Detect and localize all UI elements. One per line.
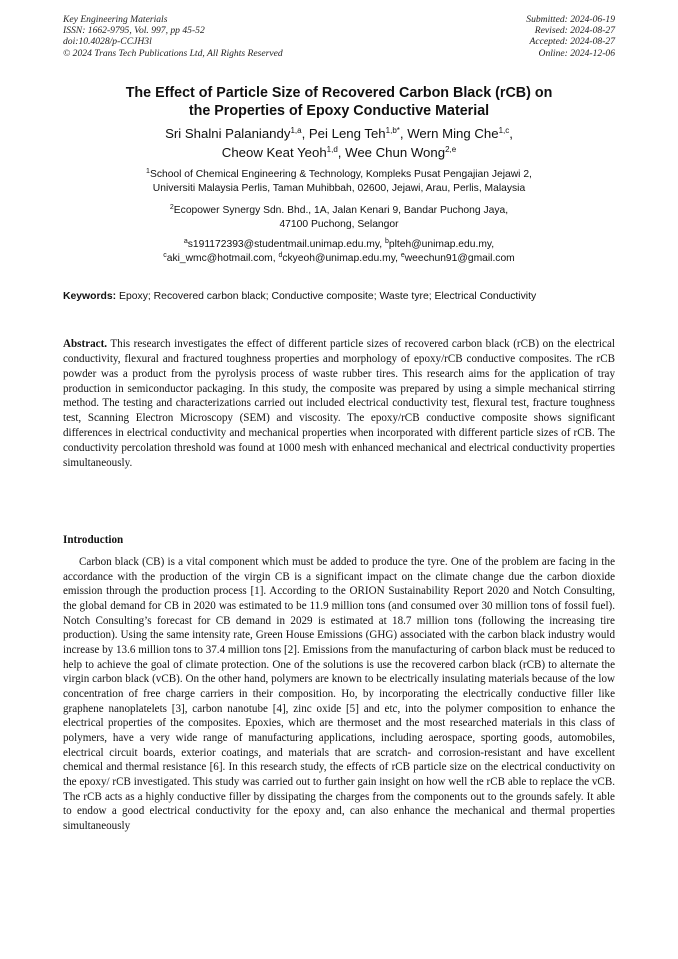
date-accepted: Accepted: 2024-08-27 — [529, 36, 615, 48]
email-sup: b — [384, 238, 389, 245]
journal-header-right — [526, 14, 615, 59]
author-sup: 1,b* — [385, 126, 400, 135]
keywords-label: Keywords: — [63, 291, 117, 302]
affiliation-sup: 2 — [169, 204, 174, 211]
affiliation-1-line-1 — [63, 168, 615, 182]
affiliation-2-line-1 — [63, 204, 615, 218]
author-list — [63, 124, 615, 162]
email-sup: e — [400, 252, 405, 260]
author-separator: , — [301, 126, 309, 141]
abstract — [63, 337, 615, 471]
author-separator: , — [509, 126, 513, 141]
email-link-b[interactable]: plteh@unimap.edu.my, — [388, 239, 495, 250]
author-line-2 — [63, 143, 615, 162]
email-line-2 — [63, 252, 615, 266]
author-name: Sri Shalni Palaniandy — [165, 126, 291, 141]
email-sup: a — [183, 238, 188, 245]
email-link-a[interactable]: s191172393@studentmail.unimap.edu.my, — [187, 239, 385, 250]
title-line-1: The Effect of Particle Size of Recovered Carbon Black (rCB) on — [125, 85, 553, 101]
author-name: Wee Chun Wong — [345, 145, 446, 160]
affiliation-1 — [63, 168, 615, 196]
date-revised: Revised: 2024-08-27 — [534, 25, 615, 37]
journal-header-left — [63, 14, 283, 59]
email-link-d[interactable]: ckyeoh@unimap.edu.my, — [282, 253, 401, 265]
author-separator: , — [399, 126, 408, 141]
journal-copyright: © 2024 Trans Tech Publications Ltd, All Rights Reserved — [63, 47, 283, 59]
journal-doi: doi:10.4028/p-CCJH3l — [63, 36, 152, 48]
email-link-c[interactable]: aki_wmc@hotmail.com, — [166, 253, 279, 265]
affiliation-1-line-2: Universiti Malaysia Perlis, Taman Muhibbah, 02600, Jejawi, Arau, Perlis, Malaysia — [152, 183, 526, 195]
abstract-text: This research investigates the effect of different particle sizes of recovered carbon black (rCB) on the electrical conductivity, flexural and fractured toughness properties and morphology of epoxy/rCB conductive composites. The rCB powder was a product from the pyrolysis process of waste rubber tires. This research aims for the application of tray production in semiconductor packaging. In this study, the composite was prepared by using a simple mechanical stirring method. The testing and characterizations carried out included electrical conductivity test, flexural test, fracture toughness test, Scanning Electron Microscopy (SEM) and viscosity. The epoxy/rCB conductive composite shows significant differences in electrical conductivity and mechanical properties when incorporated with different particle sizes of rCB. The conductivity percolation threshold was found at 1000 mesh with enhanced mechanical and electrical conductivity properties simultaneously. — [63, 338, 615, 469]
introduction-paragraph: Carbon black (CB) is a vital component which must be added to produce the tyre. One of the problem are facing in the accordance with the production of the virgin CB is a significant impact on the climate change due the carbon dioxide emission through the production process [1]. According to the ORION Sustainability Report 2020 and Notch Consulting, the global demand for CB in 2020 was estimated to be 11.9 million tons (and consumed over 30 million tons of fossil fuel). Notch Consulting’s forecast for CB demand in 2029 is estimated at 18.7 million tons (following the increasing tire production). Using the same intensity rate, Green House Emissions (GHG) associated with the carbon black industry would increase by 13.6 million tons to 37.4 million tons [2]. Emissions from the manufacturing of carbon black must be reduced to help to achieve the goal of climate protection. One of the solutions is use the recovered carbon black (rCB) to alternate the virgin carbon black (vCB). On the other hand, polymers are known to be electrically insulating materials because of the low concentration of free charge carriers in their composition. Ho, by incorporating the electrically conductive filler like graphene nanoplatelets [3], carbon nanotube [4], zinc oxide [5] and etc, into the polymer composition to enhance the electrical properties of the composites. Epoxies, which are thermoset and the most researched materials in this class of polymers, have a very wide range of manufacturing applications, including aerospace, sporting goods, automobiles, electrical circuit boards, exterior coatings, and materials that are scratch- and corrosion-resistant and have excellent chemical and thermal resistance [6]. In this research study, the effects of rCB particle size on the electrical conductivity on the epoxy/ rCB investigated. This study was carried out to further gain insight on how well the rCB able to replace the vCB. The rCB acts as a highly conductive filler by dissipating the charges from the components out to the grounds safely. It able to endow a good electrical conductivity for the epoxy and, can also enhance the mechanical and thermal properties simultaneously — [63, 556, 615, 832]
author-separator: , — [337, 145, 346, 160]
date-submitted: Submitted: 2024-06-19 — [526, 14, 615, 25]
date-online: Online: 2024-12-06 — [538, 47, 615, 59]
author-sup: 1,c — [498, 126, 510, 135]
paper-title — [63, 84, 615, 120]
email-line-1 — [63, 238, 615, 252]
email-sup: d — [278, 252, 283, 260]
affiliation-text: Ecopower Synergy Sdn. Bhd., 1A, Jalan Kenari 9, Bandar Puchong Jaya, — [173, 205, 509, 216]
introduction-heading: Introduction — [63, 534, 124, 546]
email-list — [63, 238, 615, 266]
author-name: Cheow Keat Yeoh — [221, 145, 327, 160]
email-sup: c — [163, 252, 167, 260]
abstract-label: Abstract. — [63, 338, 108, 350]
author-name: Wern Ming Che — [407, 126, 499, 141]
affiliation-text: School of Chemical Engineering & Technology, Kompleks Pusat Pengajian Jejawi 2, — [149, 169, 532, 180]
journal-name: Key Engineering Materials — [63, 14, 168, 25]
journal-issn: ISSN: 1662-9795, Vol. 997, pp 45-52 — [63, 25, 205, 37]
affiliation-2 — [63, 204, 615, 232]
email-link-e[interactable]: weechun91@gmail.com — [404, 253, 515, 265]
title-line-2: the Properties of Epoxy Conductive Material — [188, 103, 490, 119]
keywords — [63, 290, 615, 303]
author-sup: 1,a — [290, 126, 302, 135]
affiliation-sup: 1 — [146, 168, 150, 175]
author-sup: 1,d — [326, 145, 338, 154]
keywords-text: Epoxy; Recovered carbon black; Conductive composite; Waste tyre; Electrical Conductivity — [116, 291, 537, 302]
affiliation-2-line-2: 47100 Puchong, Selangor — [279, 219, 399, 231]
author-name: Pei Leng Teh — [308, 126, 386, 141]
author-line-1 — [63, 124, 615, 143]
author-sup: 2,e — [445, 145, 457, 154]
